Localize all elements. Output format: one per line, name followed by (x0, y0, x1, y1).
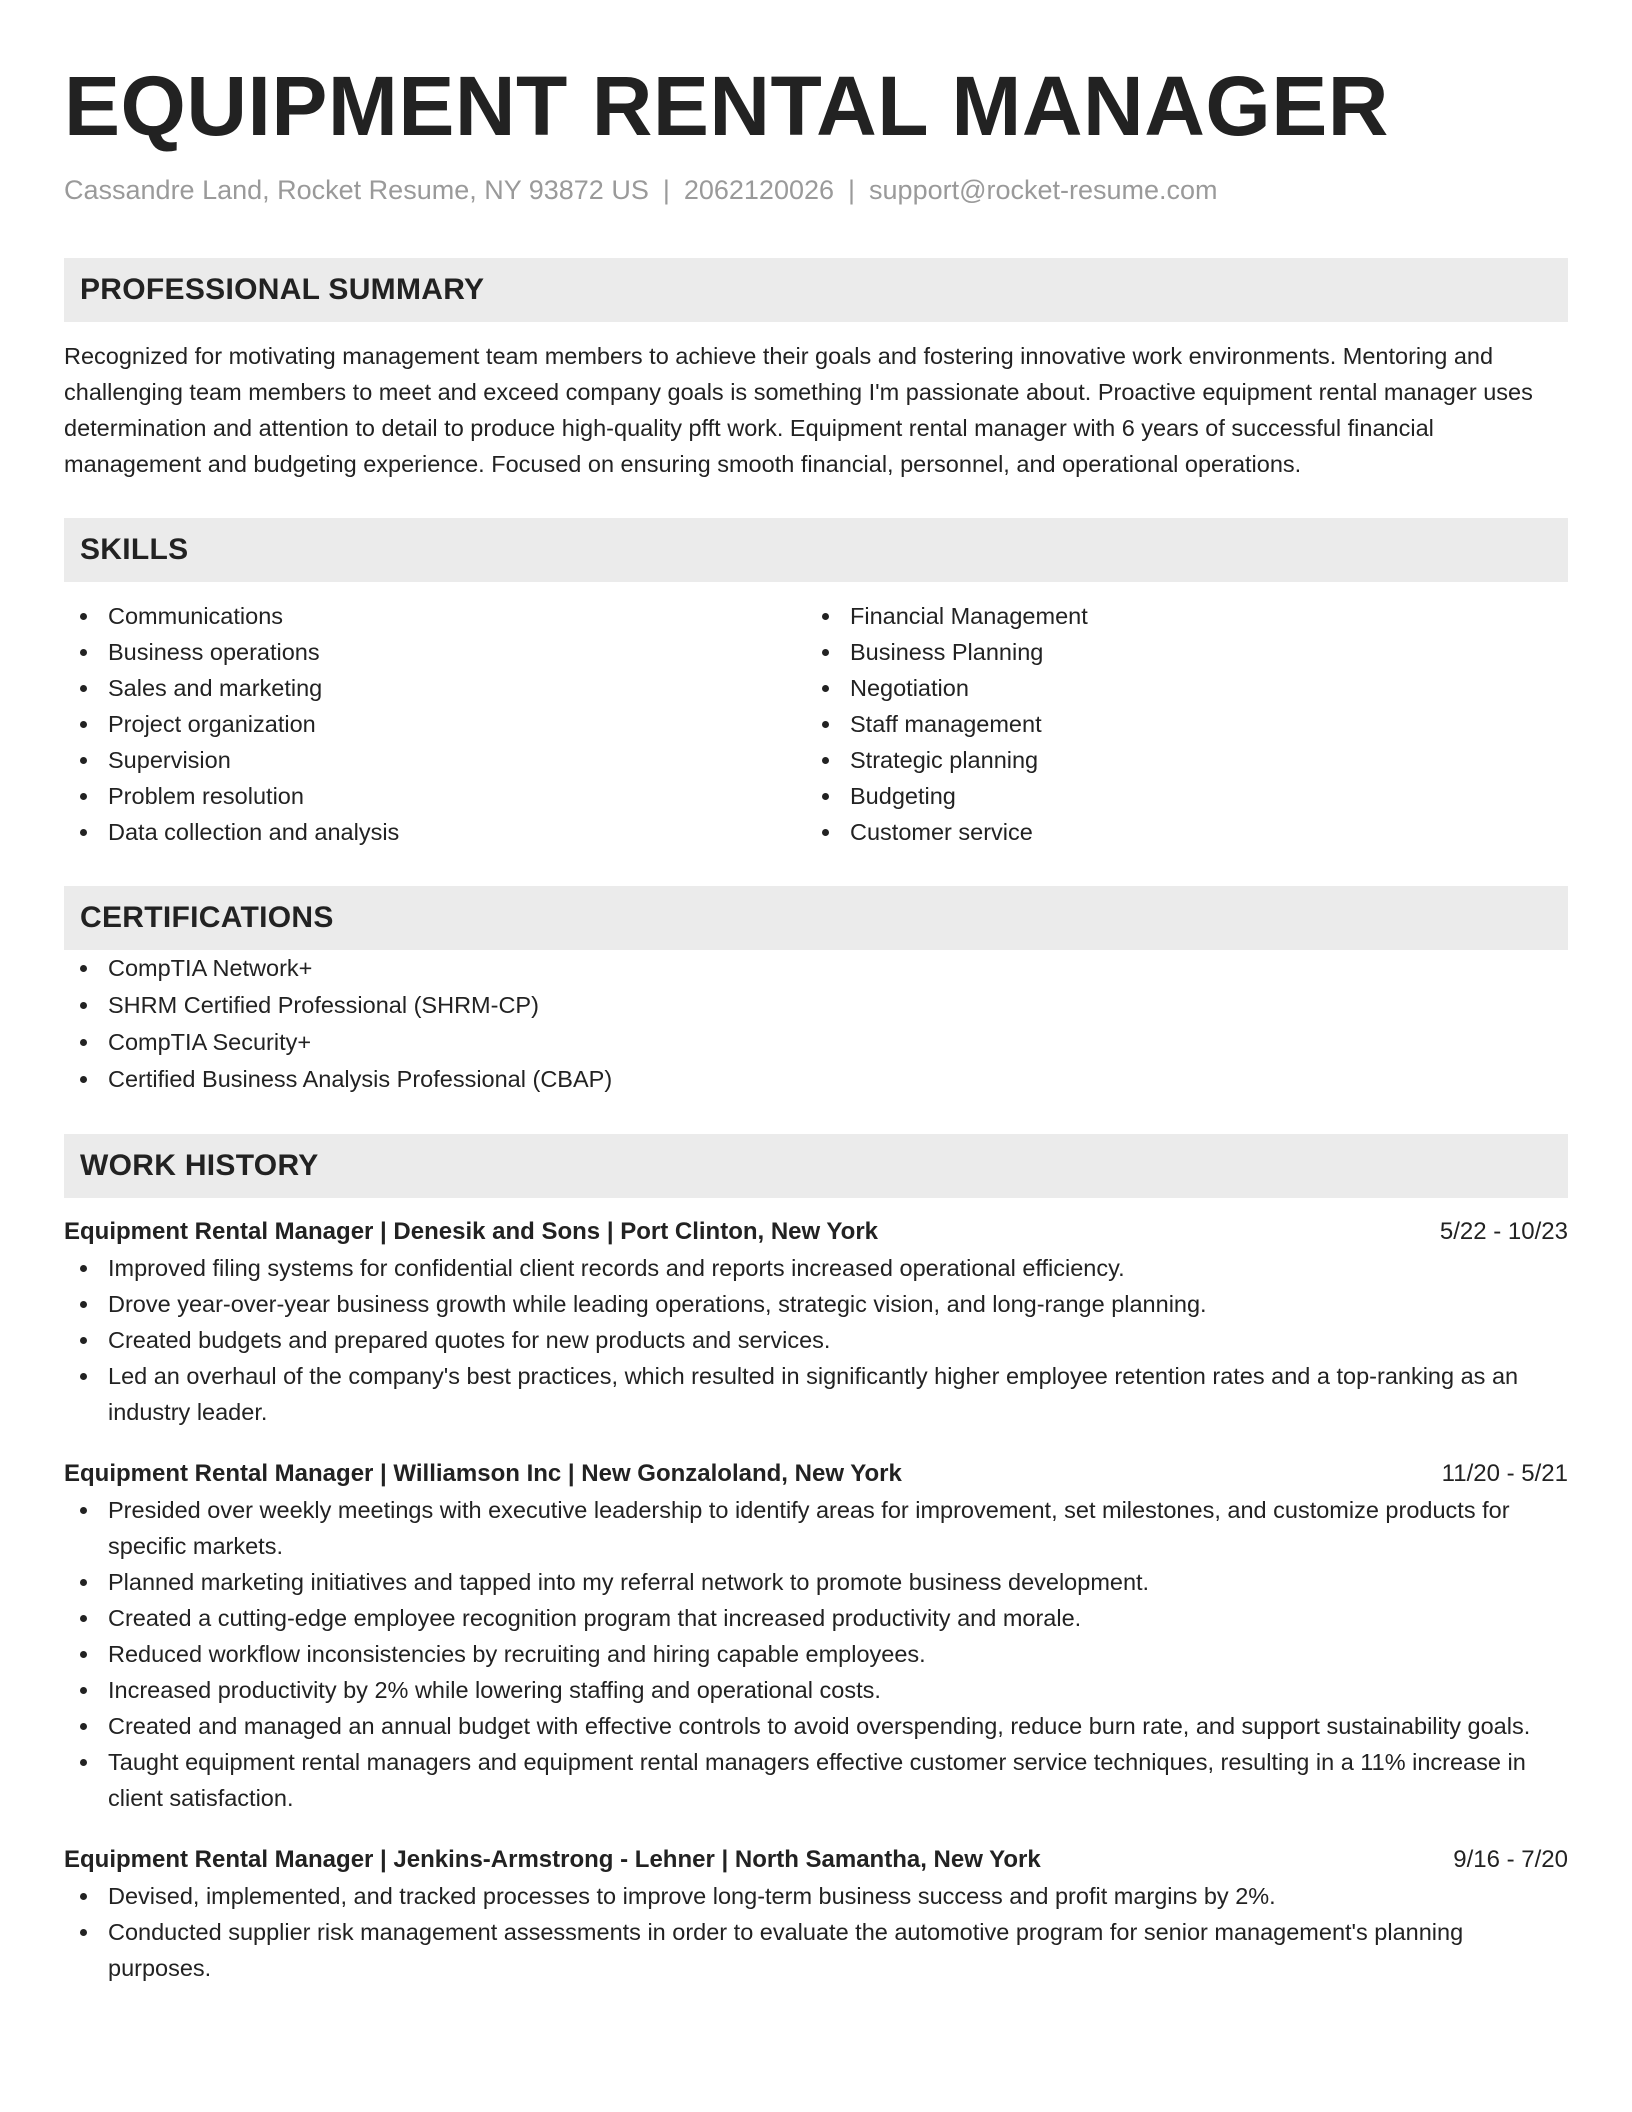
job-entry (64, 1214, 1568, 1430)
job-dates: 9/16 - 7/20 (1453, 1846, 1568, 1873)
job-title: Equipment Rental Manager | Denesik and Sons | Port Clinton, New York (64, 1218, 879, 1245)
contact-separator: | (848, 175, 856, 205)
job-bullet: Planned marketing initiatives and tapped into my referral network to promote business development. (64, 1564, 1568, 1600)
job-dates: 5/22 - 10/23 (1439, 1218, 1568, 1245)
contact-separator: | (662, 175, 670, 205)
job-entry (64, 1456, 1568, 1816)
resume-page (64, 0, 1568, 1986)
work-history-header: WORK HISTORY (64, 1134, 1568, 1198)
skill-item: Staff management (806, 706, 1548, 742)
job-bullet: Improved filing systems for confidential client records and reports increased operational efficiency. (64, 1250, 1568, 1286)
job-bullets (64, 1250, 1568, 1430)
summary-header: PROFESSIONAL SUMMARY (64, 258, 1568, 322)
skill-item: Strategic planning (806, 742, 1548, 778)
skill-item: Financial Management (806, 598, 1548, 634)
job-bullets (64, 1492, 1568, 1816)
job-bullet: Created budgets and prepared quotes for new products and services. (64, 1322, 1568, 1358)
job-title: Equipment Rental Manager | Williamson Inc | New Gonzaloland, New York (64, 1460, 902, 1487)
skill-item: Communications (64, 598, 806, 634)
skill-item: Budgeting (806, 778, 1548, 814)
job-heading (64, 1456, 1568, 1492)
skill-item: Supervision (64, 742, 806, 778)
skill-item: Data collection and analysis (64, 814, 806, 850)
job-bullet: Created and managed an annual budget with effective controls to avoid overspending, reduce burn rate, and support sustainability goals. (64, 1708, 1568, 1744)
job-bullet: Reduced workflow inconsistencies by recruiting and hiring capable employees. (64, 1636, 1568, 1672)
certification-item: SHRM Certified Professional (SHRM-CP) (64, 987, 1568, 1024)
contact-phone: 2062120026 (683, 175, 835, 205)
certifications-list (64, 950, 1568, 1098)
job-bullets (64, 1878, 1568, 1986)
skill-item: Problem resolution (64, 778, 806, 814)
contact-line (64, 172, 1568, 208)
job-bullet: Devised, implemented, and tracked processes to improve long-term business success and profit margins by 2%. (64, 1878, 1568, 1914)
job-heading (64, 1214, 1568, 1250)
skill-item: Business operations (64, 634, 806, 670)
contact-address: Cassandre Land, Rocket Resume, NY 93872 US (64, 175, 649, 205)
job-heading (64, 1842, 1568, 1878)
job-bullet: Drove year-over-year business growth while leading operations, strategic vision, and long-range planning. (64, 1286, 1568, 1322)
certification-item: CompTIA Security+ (64, 1024, 1568, 1061)
summary-text: Recognized for motivating management team members to achieve their goals and fostering innovative work environments. Mentoring and challenging team members to meet and exceed company goals is something I'm passionate about. Proactive equipment rental manager uses determination and attention to detail to produce high-quality pfft work. Equipment rental manager with 6 years of successful financial management and budgeting experience. Focused on ensuring smooth financial, personnel, and operational operations. (64, 343, 1533, 477)
resume-name: EQUIPMENT RENTAL MANAGER (64, 59, 1389, 153)
skill-item: Business Planning (806, 634, 1548, 670)
certification-item: CompTIA Network+ (64, 950, 1568, 987)
job-bullet: Created a cutting-edge employee recognition program that increased productivity and morale. (64, 1600, 1568, 1636)
job-title: Equipment Rental Manager | Jenkins-Armstrong - Lehner | North Samantha, New York (64, 1846, 1041, 1873)
certifications-header: CERTIFICATIONS (64, 886, 1568, 950)
job-dates: 11/20 - 5/21 (1441, 1460, 1568, 1487)
job-entry (64, 1842, 1568, 1986)
job-bullet: Taught equipment rental managers and equipment rental managers effective customer service techniques, resulting in a 11% increase in client satisfaction. (64, 1744, 1568, 1816)
skills-columns (64, 598, 1568, 850)
job-bullet: Conducted supplier risk management assessments in order to evaluate the automotive program for senior management's planning purposes. (64, 1914, 1568, 1986)
skills-list-right (806, 598, 1548, 850)
skills-list-left (64, 598, 806, 850)
contact-email: support@rocket-resume.com (869, 175, 1218, 205)
job-bullet: Led an overhaul of the company's best practices, which resulted in significantly higher employee retention rates and a top-ranking as an industry leader. (64, 1358, 1568, 1430)
certification-item: Certified Business Analysis Professional (CBAP) (64, 1061, 1568, 1098)
skill-item: Sales and marketing (64, 670, 806, 706)
skill-item: Negotiation (806, 670, 1548, 706)
skill-item: Project organization (64, 706, 806, 742)
skills-header: SKILLS (64, 518, 1568, 582)
job-bullet: Increased productivity by 2% while lowering staffing and operational costs. (64, 1672, 1568, 1708)
job-bullet: Presided over weekly meetings with executive leadership to identify areas for improvement, set milestones, and customize products for specific markets. (64, 1492, 1568, 1564)
skill-item: Customer service (806, 814, 1548, 850)
